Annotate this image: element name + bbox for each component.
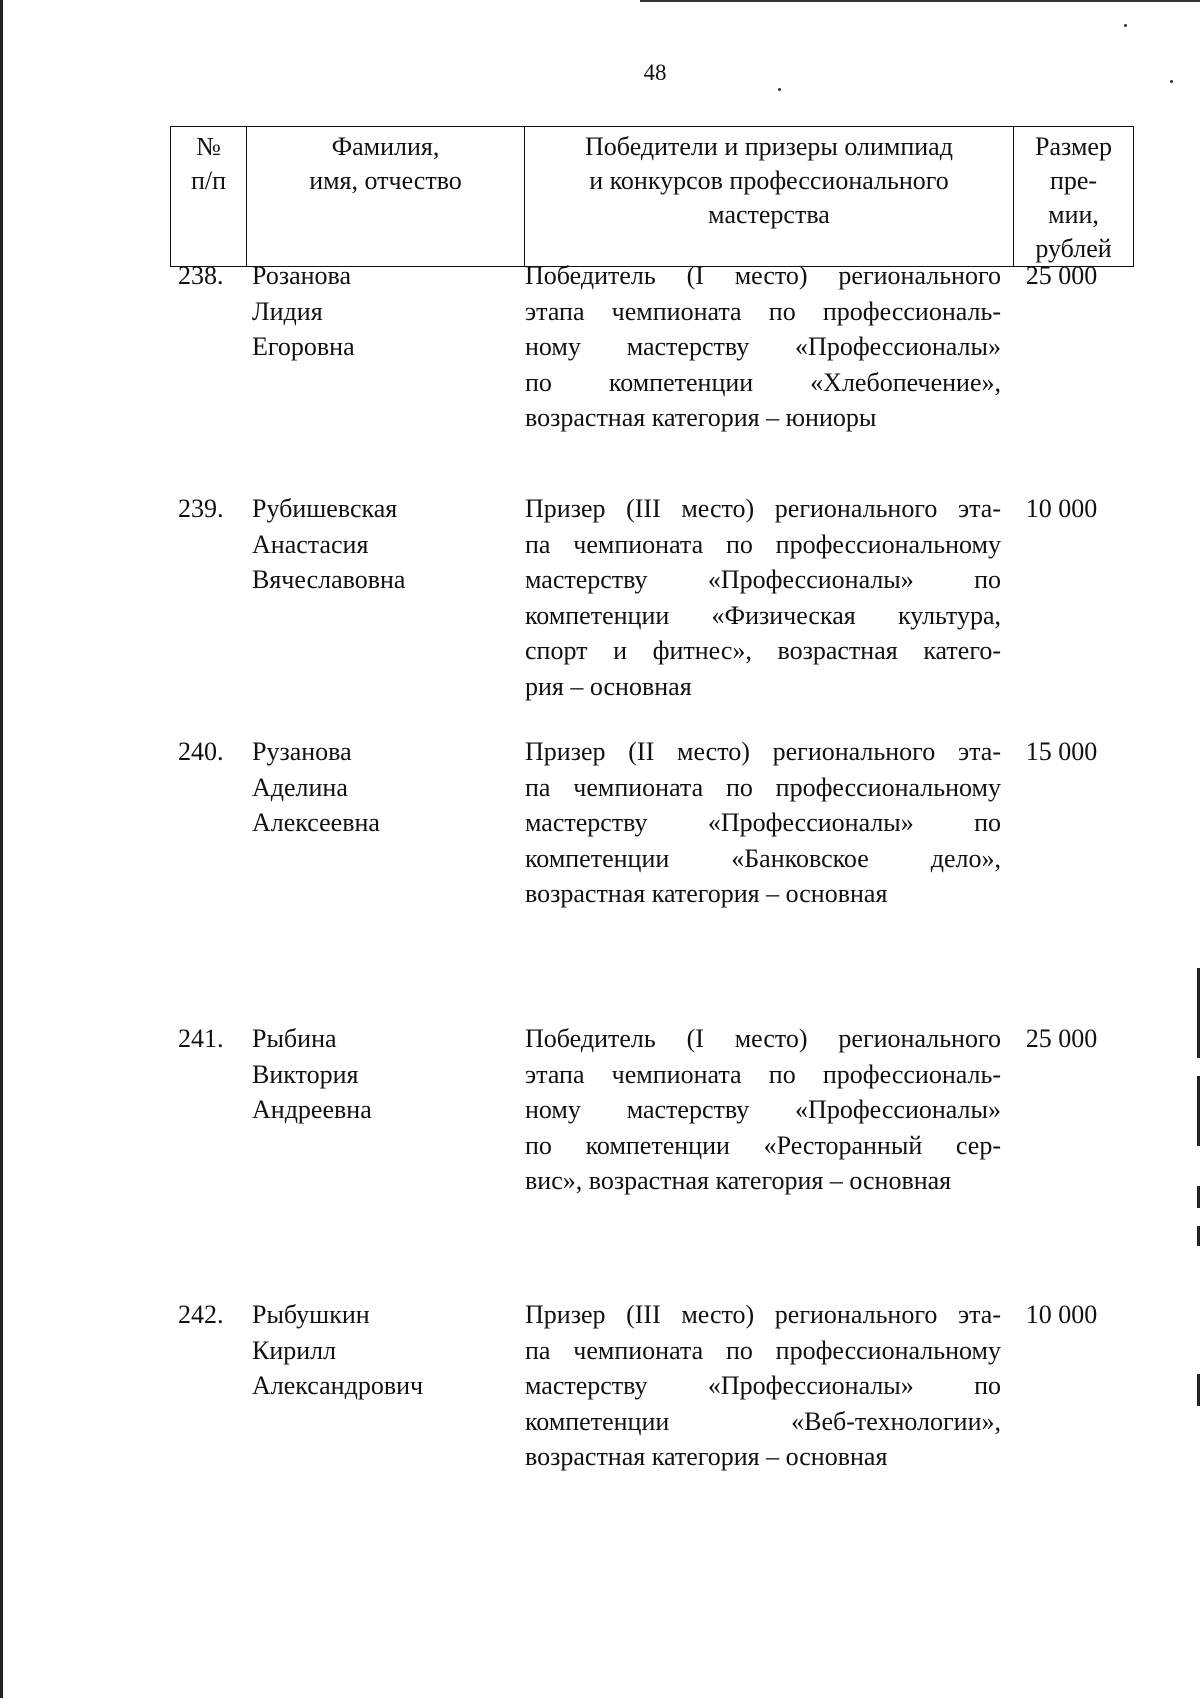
description-line: па чемпионата по профессиональному: [525, 529, 1001, 559]
row-prize-amount: 25 000: [1025, 1024, 1098, 1053]
description-line: по компетенции «Хлебопечение»,: [525, 367, 1001, 397]
description-line: компетенции «Веб-технологии»,: [525, 1406, 1001, 1436]
description-line: мастерству «Профессионалы» по: [525, 565, 1001, 594]
description-line: компетенции «Физическая культура,: [525, 600, 1001, 630]
row-number: 242.: [178, 1300, 224, 1329]
description-line: спорт и фитнес», возрастная катего-: [525, 636, 1001, 665]
row-prize-amount: 10 000: [1025, 1300, 1098, 1329]
description-line: возрастная категория – основная: [525, 1442, 888, 1471]
description-line: возрастная категория – основная: [525, 879, 888, 908]
row-description: [525, 734, 1001, 912]
description-line: вис», возрастная категория – основная: [525, 1166, 952, 1195]
header-desc: Победители и призеры олимпиад и конкурсов профессионального мастерства: [525, 127, 1014, 267]
row-description: [525, 491, 1001, 704]
row-description: [525, 258, 1001, 436]
row-full-name: Рыбушкин Кирилл Александрович: [252, 1300, 424, 1400]
description-line: Призер (III место) регионального эта-: [525, 1300, 1001, 1329]
description-line: мастерству «Профессионалы» по: [525, 808, 1001, 837]
description-line: па чемпионата по профессиональному: [525, 1335, 1001, 1365]
description-line: Призер (III место) регионального эта-: [525, 494, 1001, 523]
row-full-name: Рузанова Аделина Алексеевна: [252, 737, 380, 837]
row-description: [525, 1297, 1001, 1475]
header-name: Фамилия, имя, отчество: [247, 127, 525, 267]
description-line: па чемпионата по профессиональному: [525, 772, 1001, 802]
description-line: Победитель (I место) регионального: [525, 1024, 1001, 1053]
row-full-name: Рубишевская Анастасия Вячеславовна: [252, 494, 406, 594]
header-sum: Размер пре- мии, рублей: [1014, 127, 1134, 267]
description-line: рия – основная: [525, 671, 692, 701]
row-number: 240.: [178, 737, 224, 766]
row-description: [525, 1021, 1001, 1199]
description-line: ному мастерству «Профессионалы»: [525, 332, 1001, 361]
description-line: этапа чемпионата по профессиональ-: [525, 296, 1001, 326]
description-line: возрастная категория – юниоры: [525, 403, 877, 432]
description-line: компетенции «Банковское дело»,: [525, 843, 1001, 873]
row-full-name: Рыбина Виктория Андреевна: [252, 1024, 372, 1124]
description-line: Победитель (I место) регионального: [525, 261, 1001, 290]
description-line: по компетенции «Ресторанный сер-: [525, 1130, 1001, 1160]
scan-speck: [778, 88, 781, 91]
row-number: 241.: [178, 1024, 224, 1053]
table-header: [170, 126, 1134, 267]
row-prize-amount: 10 000: [1025, 494, 1098, 523]
page-number: 48: [643, 60, 667, 85]
page-left-edge: [0, 0, 3, 1698]
description-line: Призер (II место) регионального эта-: [525, 737, 1001, 766]
description-line: ному мастерству «Профессионалы»: [525, 1095, 1001, 1124]
page-top-rule: [640, 0, 1200, 2]
row-full-name: Розанова Лидия Егоровна: [252, 261, 355, 361]
row-prize-amount: 15 000: [1025, 737, 1098, 766]
header-num: № п/п: [171, 127, 247, 267]
description-line: мастерству «Профессионалы» по: [525, 1371, 1001, 1400]
row-prize-amount: 25 000: [1025, 261, 1098, 290]
scan-speck: [1124, 24, 1127, 27]
row-number: 239.: [178, 494, 224, 523]
description-line: этапа чемпионата по профессиональ-: [525, 1059, 1001, 1089]
row-number: 238.: [178, 261, 224, 290]
